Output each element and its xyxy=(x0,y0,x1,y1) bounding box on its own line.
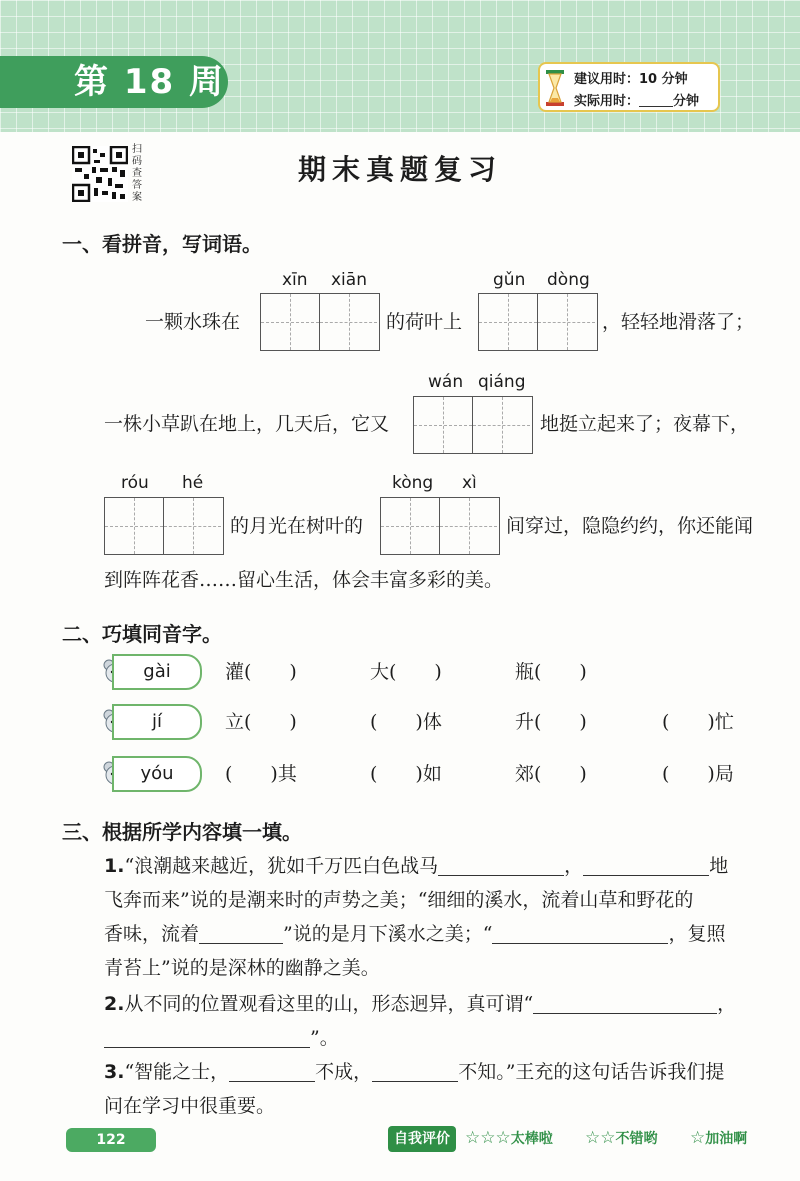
section-3-heading: 三、根据所学内容填一填。 xyxy=(62,820,302,844)
hourglass-icon xyxy=(544,68,566,108)
star-icon[interactable]: ☆☆☆ xyxy=(465,1128,511,1148)
answer-blank[interactable] xyxy=(372,1061,458,1082)
suggested-time: 建议用时：10 分钟 xyxy=(574,72,688,87)
pinyin-gun: gǔn xyxy=(493,270,526,290)
blank-item[interactable]: 郊( ) xyxy=(515,763,587,785)
pinyin-pill-ji: jí xyxy=(112,704,202,740)
question-1-line-2: 飞奔而来”说的是潮来时的声势之美；“细细的溪水，流着山草和野花的 xyxy=(104,889,694,911)
blank-item[interactable]: 大( ) xyxy=(370,661,442,683)
self-evaluation-label: 自我评价 xyxy=(388,1126,456,1152)
section-1-heading: 一、看拼音，写词语。 xyxy=(62,232,262,256)
blank-item[interactable]: ( )局 xyxy=(662,763,734,785)
qr-label: 扫码查答案 xyxy=(132,144,142,203)
question-3-line-1: 3.“智能之士， 不成， 不知。”王充的这句话告诉我们提 xyxy=(104,1061,725,1083)
star-icon[interactable]: ☆☆ xyxy=(585,1128,616,1148)
pinyin-xi: xì xyxy=(462,473,477,493)
line1-text-a: 一颗水珠在 xyxy=(145,311,241,333)
answer-blank[interactable] xyxy=(104,1027,310,1048)
blank-item[interactable]: ( )其 xyxy=(225,763,297,785)
page-title: 期末真题复习 xyxy=(297,153,502,186)
answer-blank[interactable] xyxy=(229,1061,315,1082)
blank-item[interactable]: 立( ) xyxy=(225,711,297,733)
blank-item[interactable]: 升( ) xyxy=(515,711,587,733)
pinyin-kong: kòng xyxy=(392,473,434,493)
pinyin-xin: xīn xyxy=(282,270,308,290)
writing-box-wanqiang[interactable] xyxy=(413,396,533,454)
answer-blank[interactable] xyxy=(199,923,283,944)
line3-text-a: 的月光在树叶的 xyxy=(230,515,364,537)
blank-item[interactable]: 灌( ) xyxy=(225,661,297,683)
question-1-line-3: 香味，流着 ”说的是月下溪水之美；“ ，复照 xyxy=(104,923,726,945)
question-1-line-4: 青苔上”说的是深林的幽静之美。 xyxy=(104,957,380,979)
pinyin-pill-gai: gài xyxy=(112,654,202,690)
pinyin-he: hé xyxy=(182,473,204,493)
line4-text: 到阵阵花香……留心生活，体会丰富多彩的美。 xyxy=(104,569,504,591)
pinyin-wan: wán xyxy=(428,372,464,392)
blank-item[interactable]: ( )如 xyxy=(370,763,442,785)
actual-time: 实际用时： 分钟 xyxy=(574,94,700,109)
page-number: 122 xyxy=(66,1128,156,1152)
writing-box-rouhe[interactable] xyxy=(104,497,224,555)
blank-item[interactable]: ( )忙 xyxy=(662,711,734,733)
line3-text-b: 间穿过，隐隐约约，你还能闻 xyxy=(506,515,754,537)
answer-blank[interactable] xyxy=(492,923,668,944)
pinyin-rou: róu xyxy=(121,473,149,493)
writing-box-gundong[interactable] xyxy=(478,293,598,351)
rating-keep-going[interactable]: ☆加油啊 xyxy=(690,1128,748,1148)
answer-blank[interactable] xyxy=(533,993,717,1014)
week-tab: 第 18 周 xyxy=(0,56,228,108)
rating-good[interactable]: ☆☆不错哟 xyxy=(585,1128,658,1148)
actual-time-blank[interactable] xyxy=(639,94,673,107)
pinyin-xian: xiān xyxy=(331,270,367,290)
pinyin-qiang: qiáng xyxy=(478,372,526,392)
section-2-heading: 二、巧填同音字。 xyxy=(62,622,222,646)
line2-text-a: 一株小草趴在地上，几天后，它又 xyxy=(104,413,390,435)
line1-text-c: ，轻轻地滑落了； xyxy=(602,311,755,333)
answer-blank[interactable] xyxy=(583,855,709,876)
question-2-line-1: 2.从不同的位置观看这里的山，形态迥异，真可谓“ ， xyxy=(104,993,737,1015)
blank-item[interactable]: ( )体 xyxy=(370,711,442,733)
rating-great[interactable]: ☆☆☆太棒啦 xyxy=(465,1128,553,1148)
blank-item[interactable]: 瓶( ) xyxy=(515,661,587,683)
pinyin-pill-you: yóu xyxy=(112,756,202,792)
question-1-line-1: 1.“浪潮越来越近，犹如千万匹白色战马 ， 地 xyxy=(104,855,729,877)
time-box xyxy=(538,62,720,112)
writing-box-xinxian[interactable] xyxy=(260,293,380,351)
line2-text-b: 地挺立起来了；夜幕下， xyxy=(540,413,750,435)
writing-box-kongxi[interactable] xyxy=(380,497,500,555)
question-2-line-2: ”。 xyxy=(104,1024,339,1052)
question-3-line-2: 问在学习中很重要。 xyxy=(104,1095,276,1117)
line1-text-b: 的荷叶上 xyxy=(386,311,463,333)
pinyin-dong: dòng xyxy=(547,270,590,290)
answer-blank[interactable] xyxy=(438,855,564,876)
star-icon[interactable]: ☆ xyxy=(690,1128,706,1148)
